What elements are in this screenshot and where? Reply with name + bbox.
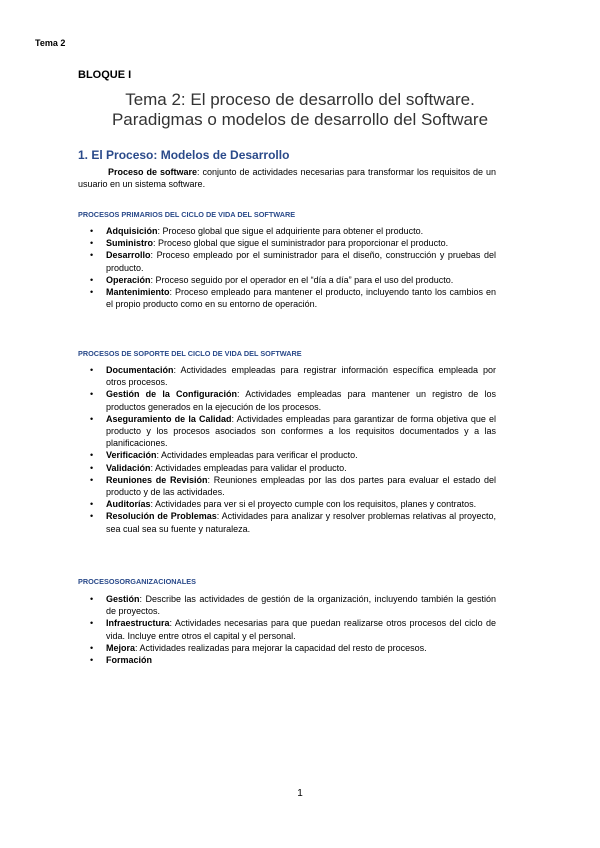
- support-processes-list: [90, 364, 496, 535]
- organizational-processes-heading: PROCESOSORGANIZACIONALES: [78, 577, 196, 586]
- list-item: • Mejora: Actividades realizadas para mejorar la capacidad del resto de procesos.: [90, 642, 496, 654]
- list-item: • Suministro: Proceso global que sigue el suministrador para proporcionar el producto.: [90, 237, 496, 249]
- list-item: • Mantenimiento: Proceso empleado para mantener el producto, incluyendo tanto los cambios en el propio producto como en su entorno de operación.: [90, 286, 496, 310]
- list-item: • Gestión: Describe las actividades de gestión de la organización, incluyendo también la gestión de proyectos.: [90, 593, 496, 617]
- list-item: • Infraestructura: Actividades necesarias para que puedan realizarse otros procesos del ciclo de vida. Incluye entre otros el capital y el personal.: [90, 617, 496, 641]
- list-item: • Adquisición: Proceso global que sigue el adquiriente para obtener el producto.: [90, 225, 496, 237]
- list-item: • Operación: Proceso seguido por el operador en el “día a día” para el uso del producto.: [90, 274, 496, 286]
- list-item: • Resolución de Problemas: Actividades para analizar y resolver problemas relativas al proyecto, sea cual sea su fuente y naturaleza.: [90, 510, 496, 534]
- list-item: • Verificación: Actividades empleadas para verificar el producto.: [90, 449, 496, 461]
- page-number: 1: [297, 788, 303, 799]
- block-label: BLOQUE I: [78, 69, 132, 81]
- running-header: Tema 2: [35, 38, 66, 48]
- list-item: • Documentación: Actividades empleadas para registrar información específica empleada por otros procesos.: [90, 364, 496, 388]
- document-title: [60, 90, 540, 130]
- list-item: • Formación: [90, 654, 496, 666]
- title-line-1: Tema 2: El proceso de desarrollo del software.: [125, 90, 475, 109]
- list-item: • Gestión de la Configuración: Actividades empleadas para mantener un registro de los productos generados en la ejecución de los procesos.: [90, 388, 496, 412]
- primary-processes-list: [90, 225, 496, 310]
- intro-text: : conjunto de actividades necesarias para transformar los requisitos de un usuario en un sistema software.: [78, 167, 496, 189]
- section-title: 1. El Proceso: Modelos de Desarrollo: [78, 148, 290, 162]
- organizational-processes-list: [90, 593, 496, 666]
- list-item: • Aseguramiento de la Calidad: Actividades empleadas para garantizar de forma objetiva que el producto y los procesos asociados son conformes a los requisitos documentados y a las planificaciones.: [90, 413, 496, 450]
- intro-term: Proceso de software: [108, 167, 197, 177]
- list-item: • Reuniones de Revisión: Reuniones empleadas por las dos partes para evaluar el estado del producto y de las actividades.: [90, 474, 496, 498]
- list-item: • Validación: Actividades empleadas para validar el producto.: [90, 462, 496, 474]
- intro-paragraph: [78, 166, 496, 190]
- title-line-2: Paradigmas o modelos de desarrollo del Software: [111, 110, 489, 129]
- primary-processes-heading: PROCESOS PRIMARIOS DEL CICLO DE VIDA DEL SOFTWARE: [78, 210, 296, 219]
- list-item: • Desarrollo: Proceso empleado por el suministrador para el diseño, construcción y pruebas del producto.: [90, 249, 496, 273]
- support-processes-heading: PROCESOS DE SOPORTE DEL CICLO DE VIDA DEL SOFTWARE: [78, 349, 302, 358]
- list-item: • Auditorías: Actividades para ver si el proyecto cumple con los requisitos, planes y contratos.: [90, 498, 496, 510]
